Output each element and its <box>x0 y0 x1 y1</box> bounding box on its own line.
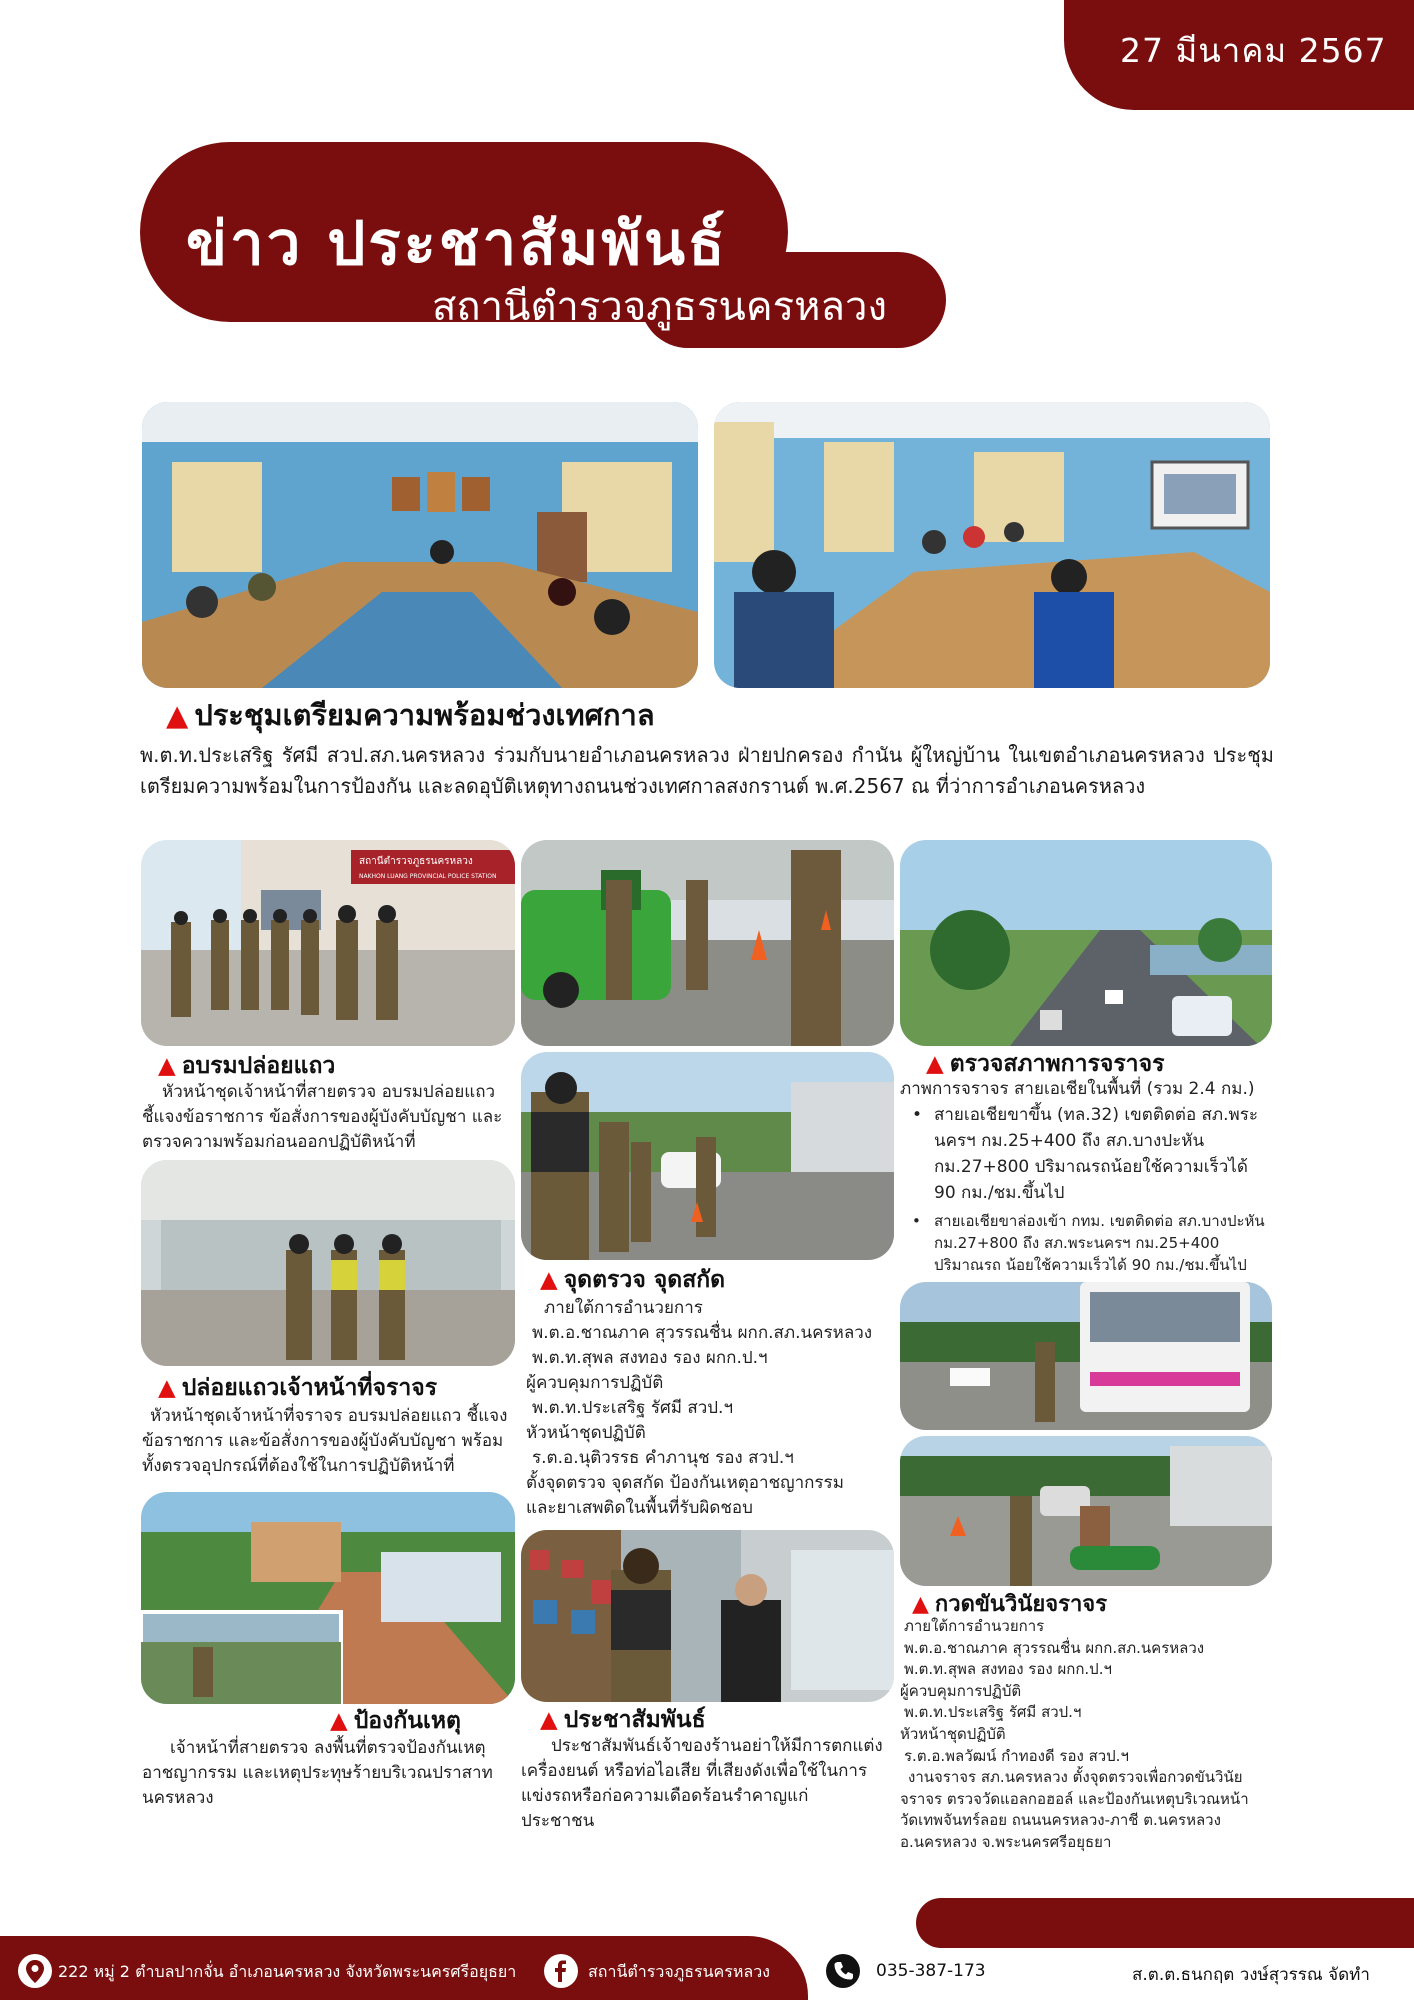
prevent-text: เจ้าหน้าที่สายตรวจ ลงพื้นที่ตรวจป้องกันเหตุ อาชญากรรม และเหตุประทุษร้ายบริเวณปราสาท นครหลวง <box>142 1738 493 1808</box>
briefing-text: หัวหน้าชุดเจ้าหน้าที่สายตรวจ อบรมปล่อยแถว ชี้แจงข้อราชการ ข้อสั่งการของผู้บังคับบัญชา และ ตรวจความพร้อมก่อนออกปฏิบัติหน้าที่ <box>142 1082 503 1152</box>
meeting-photo-right <box>714 402 1270 688</box>
enforce-photo-truck <box>900 1282 1272 1430</box>
traffic-bullet-1: • สายเอเชียขาขึ้น (ทล.32) เขตติดต่อ สภ.พระ นครฯ กม.25+400 ถึง สภ.บางปะหัน กม.27+800 ปริมาณรถน้อยใช้ความเร็วได้ 90 กม./ชม.ขึ้นไป <box>900 1102 1265 1206</box>
pr-heading: ▲ ประชาสัมพันธ์ <box>540 1707 706 1733</box>
briefing-heading: ▲ อบรมปล่อยแถว <box>158 1053 336 1079</box>
traffic-check-heading: ▲ ตรวจสภาพการจราจร <box>926 1051 1165 1077</box>
warning-triangle-icon: ▲ <box>912 1592 929 1617</box>
station-sign: สถานีตำรวจภูธรนครหลวง <box>359 856 473 867</box>
pr-text: ประชาสัมพันธ์เจ้าของร้านอย่าให้มีการตกแต่ง เครื่องยนต์ หรือท่อไอเสีย ที่เสียงดังเพื่อใช้ในการ แข่งรถหรือก่อความเดือดร้อนรำคาญแก่ ประชาชน <box>521 1736 883 1831</box>
date-text: 27 มีนาคม 2567 <box>1120 31 1387 70</box>
traffic-release-heading: ▲ ปล่อยแถวเจ้าหน้าที่จราจร <box>158 1375 438 1401</box>
meeting-body: พ.ต.ท.ประเสริฐ รัศมี สวป.สภ.นครหลวง ร่วมกับนายอำเภอนครหลวง ฝ่ายปกครอง กำนัน ผู้ใหญ่บ้าน ในเขตอำเภอนครหลวง ประชุมเตรียมความพร้อมในการป้องกัน และลดอุบัติเหตุทางถนนช่วงเทศกาลสงกรานต์ พ.ศ.2567 ณ ที่ว่าการอำเภอนครหลวง <box>140 743 1274 798</box>
footer-facebook[interactable]: สถานีตำรวจภูธรนครหลวง <box>588 1962 770 1981</box>
briefing-photo <box>141 840 515 1046</box>
meeting-photo-left <box>142 402 698 688</box>
warning-triangle-icon: ▲ <box>540 1267 558 1293</box>
station-sign-en: NAKHON LUANG PROVINCIAL POLICE STATION <box>359 873 497 880</box>
warning-triangle-icon: ▲ <box>540 1707 558 1733</box>
traffic-release-text: หัวหน้าชุดเจ้าหน้าที่จราจร อบรมปล่อยแถว ชี้แจง ข้อราชการ และข้อสั่งการของผู้บังคับบัญชา พร้อม ทั้งตรวจอุปกรณ์ที่ต้องใช้ในการปฏิบัติหน้าที่ <box>142 1406 508 1476</box>
date-tab <box>1064 0 1414 110</box>
page-subtitle: สถานีตำรวจภูธรนครหลวง <box>432 284 887 330</box>
warning-triangle-icon: ▲ <box>166 698 189 732</box>
checkpoint-heading: ▲ จุดตรวจ จุดสกัด <box>540 1267 726 1293</box>
roadblock-photo <box>521 840 894 1046</box>
warning-triangle-icon: ▲ <box>158 1375 176 1401</box>
enforce-heading: ▲ กวดขันวินัยจราจร <box>912 1592 1108 1617</box>
warning-triangle-icon: ▲ <box>330 1708 348 1734</box>
prevent-photo <box>141 1492 515 1704</box>
warning-triangle-icon: ▲ <box>158 1053 176 1079</box>
meeting-heading: ▲ ประชุมเตรียมความพร้อมช่วงเทศกาล <box>166 698 655 732</box>
warning-triangle-icon: ▲ <box>926 1051 944 1077</box>
traffic-check-text: ภาพการจราจร สายเอเชียในพื้นที่ (รวม 2.4 กม.) • สายเอเชียขาขึ้น (ทล.32) เขตติดต่อ สภ.พระ นครฯ กม.25+400 ถึง สภ.บางปะหัน กม.27+800 ปริมาณรถน้อยใช้ความเร็วได้ 90 กม./ชม.ขึ้นไป • สายเอเชียขาล่องเข้า กทม. เขตติดต่อ สภ.บางปะหัน กม.27+800 ถึง สภ.พระนครฯ กม.25+400 ปริมาณรถ น้อยใช้ความเร็วได้ 90 กม./ชม.ขึ้นไป <box>900 1076 1265 1276</box>
footer-address: 222 หมู่ 2 ตำบลปากจั่น อำเภอนครหลวง จังหวัดพระนครศรีอยุธยา <box>58 1962 517 1981</box>
enforce-photo-bike <box>900 1436 1272 1586</box>
footer-accent-bar <box>916 1898 1414 1948</box>
checkpoint-text: ภายใต้การอำนวยการ พ.ต.อ.ชาณภาค สุวรรณชื่น ผกก.สภ.นครหลวง พ.ต.ท.สุพล สงทอง รอง ผกก.ป.ฯ ผู้ควบคุมการปฏิบัติ พ.ต.ท.ประเสริฐ รัศมี สวป.ฯ หัวหน้าชุดปฏิบัติ ร.ต.อ.นุติวรรธ คำภานุช รอง สวป.ฯ ตั้งจุดตรวจ จุดสกัด ป้องกันเหตุอาชญากรรม และยาเสพติดในพื้นที่รับผิดชอบ <box>526 1298 873 1518</box>
facebook-icon[interactable] <box>544 1954 578 1988</box>
footer-phone: 035-387-173 <box>876 1961 986 1981</box>
location-pin-icon <box>18 1954 52 1988</box>
traffic-bullet-2: • สายเอเชียขาล่องเข้า กทม. เขตติดต่อ สภ.บางปะหัน กม.27+800 ถึง สภ.พระนครฯ กม.25+400 ปริมาณรถ น้อยใช้ความเร็วได้ 90 กม./ชม.ขึ้นไป <box>900 1210 1265 1276</box>
checkpoint-photo <box>521 1052 894 1260</box>
highway-photo <box>900 840 1272 1046</box>
traffic-release-photo <box>141 1160 515 1366</box>
prevent-heading: ▲ ป้องกันเหตุ <box>330 1708 461 1734</box>
phone-icon <box>826 1954 860 1988</box>
footer-author: ส.ต.ต.ธนกฤต วงษ์สุวรรณ จัดทำ <box>1132 1965 1370 1985</box>
pr-photo <box>521 1530 894 1702</box>
page-title: ข่าว ประชาสัมพันธ์ <box>186 209 728 279</box>
enforce-text: ภายใต้การอำนวยการ พ.ต.อ.ชาณภาค สุวรรณชื่น ผกก.สภ.นครหลวง พ.ต.ท.สุพล สงทอง รอง ผกก.ป.ฯ ผู้ควบคุมการปฏิบัติ พ.ต.ท.ประเสริฐ รัศมี สวป.ฯ หัวหน้าชุดปฏิบัติ ร.ต.อ.พลวัฒน์ กำทองดี รอง สวป.ฯ งานจราจร สภ.นครหลวง ตั้งจุดตรวจเพื่อกวดขันวินัย จราจร ตรวจวัดแอลกอฮอล์ และป้องกันเหตุบริเวณหน้า วัดเทพจันทร์ลอย ถนนนครหลวง-ภาชี ต.นครหลวง อ.นครหลวง จ.พระนครศรีอยุธยา <box>900 1617 1249 1851</box>
